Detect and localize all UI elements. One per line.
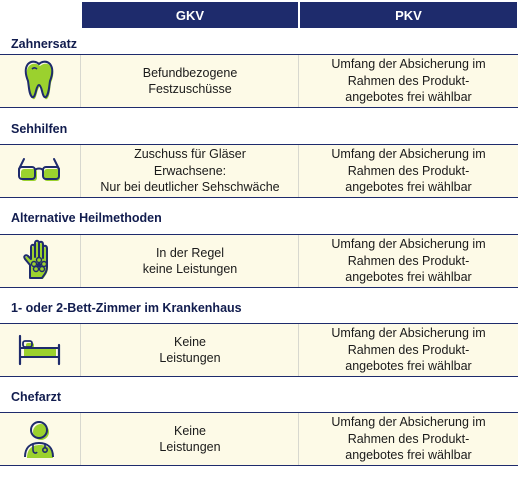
table-row-bett-zimmer [0,323,518,377]
tooth-icon [0,55,81,107]
doctor-icon [0,413,81,465]
gkv-alternative-heilmethoden: In der Regel keine Leistungen [82,235,299,287]
pkv-alternative-heilmethoden: Umfang der Absicherung im Rahmen des Produkt- angebotes frei wählbar [331,237,486,285]
table-row-chefarzt [0,412,518,466]
gkv-sehhilfen: Zuschuss für Gläser Erwachsene: Nur bei deutlicher Sehschwäche [82,145,299,197]
gkv-bett-zimmer: Keine Leistungen [82,324,299,376]
section-title-bett-zimmer: 1- oder 2-Bett-Zimmer im Krankenhaus [11,301,242,315]
table-row-zahnersatz [0,54,518,108]
pkv-chefarzt: Umfang der Absicherung im Rahmen des Produkt- angebotes frei wählbar [331,415,486,463]
table-row-sehhilfen [0,144,518,198]
hand-flower-icon [0,235,81,287]
column-header-gkv: GKV [82,2,298,28]
section-title-zahnersatz: Zahnersatz [11,37,77,51]
hospital-bed-icon [0,324,81,376]
section-title-sehhilfen: Sehhilfen [11,122,68,136]
section-title-alternative-heilmethoden: Alternative Heilmethoden [11,211,162,225]
column-header-pkv: PKV [300,2,517,28]
gkv-chefarzt: Keine Leistungen [82,413,299,465]
table-row-alternative-heilmethoden [0,234,518,288]
pkv-bett-zimmer: Umfang der Absicherung im Rahmen des Produkt- angebotes frei wählbar [331,326,486,374]
section-title-chefarzt: Chefarzt [11,390,62,404]
gkv-zahnersatz: Befundbezogene Festzuschüsse [82,55,299,107]
pkv-sehhilfen: Umfang der Absicherung im Rahmen des Produkt- angebotes frei wählbar [331,147,486,195]
glasses-icon [0,145,81,197]
pkv-zahnersatz: Umfang der Absicherung im Rahmen des Produkt- angebotes frei wählbar [331,57,486,105]
